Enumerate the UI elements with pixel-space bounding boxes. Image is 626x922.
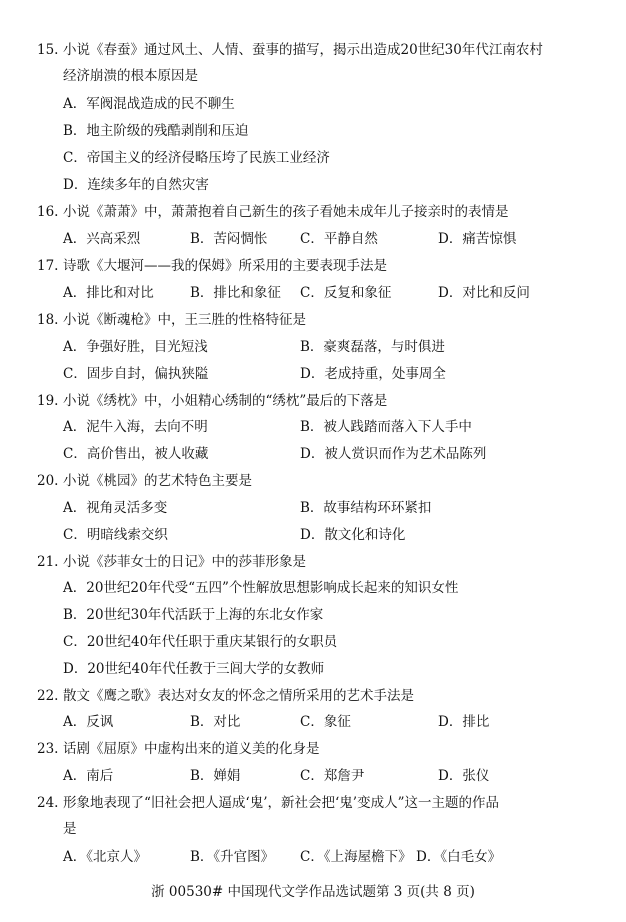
option-d: D．散文化和诗化 xyxy=(300,527,406,543)
question-24 xyxy=(37,791,610,811)
question-text: 话剧《屈原》中虚构出来的道义美的化身是 xyxy=(63,741,320,757)
question-number: 20. xyxy=(37,473,59,489)
option-a: A．泥牛入海，去向不明 xyxy=(63,419,208,435)
page-footer: 浙 00530# 中国现代文学作品选试题第 3 页(共 8 页) xyxy=(151,884,475,900)
option-b: B．地主阶级的残酷剥削和压迫 xyxy=(63,123,249,139)
option-d: D．《白毛女》 xyxy=(416,849,502,865)
option-a: A．争强好胜，目光短浅 xyxy=(63,339,208,355)
option-c: C．帝国主义的经济侵略压垮了民族工业经济 xyxy=(63,150,330,166)
option-d: D．连续多年的自然灾害 xyxy=(63,177,209,193)
option-d: D．排比 xyxy=(438,714,490,730)
option-a: A．排比和对比 xyxy=(63,285,154,301)
option-b: B．对比 xyxy=(190,714,241,730)
question-text: 小说《萧萧》中，萧萧抱着自己新生的孩子看她未成年儿子接亲时的表情是 xyxy=(63,204,509,220)
question-20 xyxy=(37,469,610,489)
question-15 xyxy=(37,38,610,58)
question-text: 小说《桃园》的艺术特色主要是 xyxy=(63,473,252,489)
option-d: D．老成持重，处事周全 xyxy=(300,366,446,382)
question-18 xyxy=(37,308,610,328)
option-b: B．《升官图》 xyxy=(190,849,275,865)
question-number: 19. xyxy=(37,393,59,409)
question-text: 形象地表现了“旧社会把人逼成‘鬼’，新社会把‘鬼’变成人”这一主题的作品 xyxy=(63,795,499,811)
question-23 xyxy=(37,737,610,757)
question-text: 散文《鹰之歌》表达对女友的怀念之情所采用的艺术手法是 xyxy=(63,688,414,704)
option-c: C．平静自然 xyxy=(300,231,378,247)
question-text: 小说《断魂枪》中，王三胜的性格特征是 xyxy=(63,312,306,328)
option-b: B．20世纪30年代活跃于上海的东北女作家 xyxy=(63,607,324,623)
question-19 xyxy=(37,389,610,409)
option-c: C．象征 xyxy=(300,714,351,730)
option-b: B．排比和象征 xyxy=(190,285,281,301)
question-text: 诗歌《大堰河——我的保姆》所采用的主要表现手法是 xyxy=(63,258,387,274)
question-21 xyxy=(37,550,610,570)
question-number: 23. xyxy=(37,741,59,757)
option-c: C．《上海屋檐下》 xyxy=(300,849,412,865)
option-a: A．《北京人》 xyxy=(63,849,147,865)
question-text: 小说《春蚕》通过风土、人情、蚕事的描写，揭示出造成20世纪30年代江南农村 xyxy=(63,42,543,58)
question-16 xyxy=(37,200,610,220)
option-b: B．苦闷惆怅 xyxy=(190,231,268,247)
question-number: 21. xyxy=(37,554,59,570)
option-d: D．痛苦惊惧 xyxy=(438,231,517,247)
option-b: B．被人践踏而落入下人手中 xyxy=(300,419,472,435)
question-text-continuation: 经济崩溃的根本原因是 xyxy=(63,68,198,84)
question-number: 18. xyxy=(37,312,59,328)
option-c: C．反复和象征 xyxy=(300,285,392,301)
option-c: C．固步自封，偏执狭隘 xyxy=(63,366,209,382)
option-b: B．婵娟 xyxy=(190,768,241,784)
option-c: C．20世纪40年代任职于重庆某银行的女职员 xyxy=(63,634,338,650)
question-number: 17. xyxy=(37,258,59,274)
option-c: C．明暗线索交织 xyxy=(63,527,168,543)
option-a: A．反讽 xyxy=(63,714,114,730)
question-17 xyxy=(37,254,610,274)
option-a: A．视角灵活多变 xyxy=(63,500,168,516)
option-d: D．20世纪40年代任教于三闾大学的女教师 xyxy=(63,661,325,677)
question-22 xyxy=(37,684,610,704)
option-c: C．郑詹尹 xyxy=(300,768,365,784)
option-a: A．20世纪20年代受“五四”个性解放思想影响成长起来的知识女性 xyxy=(63,580,459,596)
question-text: 小说《莎菲女士的日记》中的莎菲形象是 xyxy=(63,554,306,570)
option-b: B．豪爽磊落，与时俱进 xyxy=(300,339,445,355)
option-d: D．被人赏识而作为艺术品陈列 xyxy=(300,446,487,462)
option-b: B．故事结构环环紧扣 xyxy=(300,500,432,516)
option-d: D．对比和反问 xyxy=(438,285,530,301)
option-a: A．南后 xyxy=(63,768,114,784)
question-number: 24. xyxy=(37,795,59,811)
question-number: 22. xyxy=(37,688,59,704)
option-a: A．兴高采烈 xyxy=(63,231,141,247)
option-a: A．军阀混战造成的民不聊生 xyxy=(63,96,235,112)
question-text-continuation: 是 xyxy=(63,821,77,837)
option-c: C．高价售出，被人收藏 xyxy=(63,446,209,462)
question-number: 15. xyxy=(37,42,59,58)
option-d: D．张仪 xyxy=(438,768,490,784)
question-text: 小说《绣枕》中，小姐精心绣制的“绣枕”最后的下落是 xyxy=(63,393,388,409)
question-number: 16. xyxy=(37,204,59,220)
